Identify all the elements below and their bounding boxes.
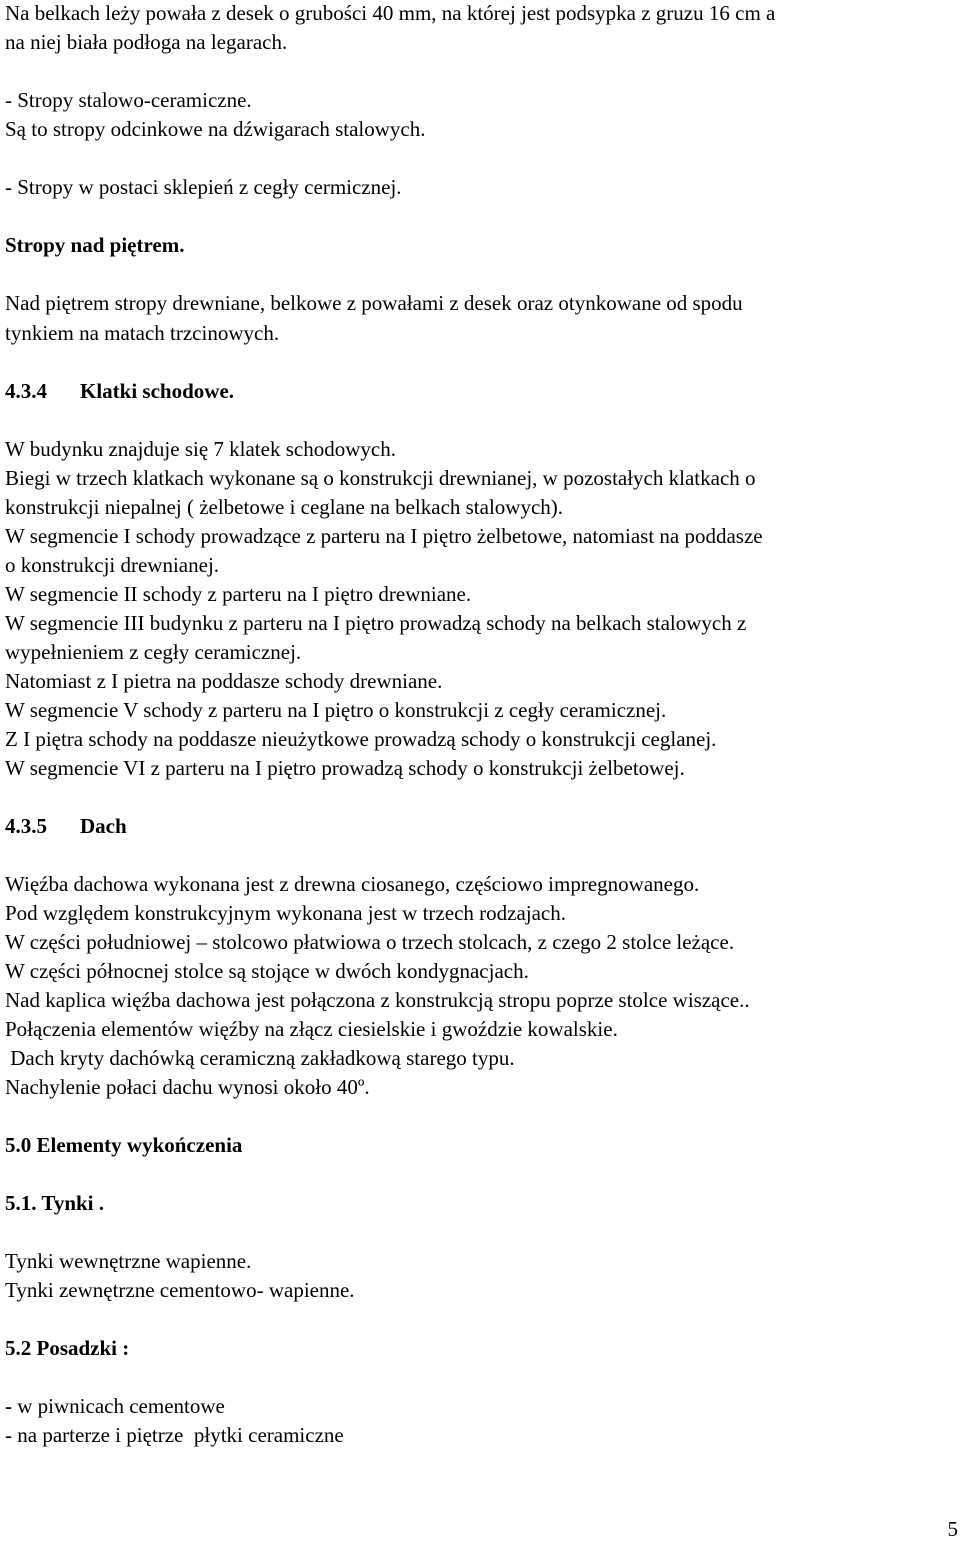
list-item (5, 1393, 225, 1419)
paragraph-line: wypełnieniem z cegły ceramicznej. (5, 640, 302, 664)
paragraph-line: W segmencie II schody z parteru na I piętro drewniane. (5, 582, 472, 606)
section-heading: 5.1. Tynki . (5, 1191, 105, 1215)
paragraph-line: W części północnej stolce są stojące w dwóch kondygnacjach. (5, 959, 529, 983)
paragraph-line: Nachylenie połaci dachu wynosi około 40º. (5, 1075, 370, 1099)
paragraph-line: konstrukcji niepalnej ( żelbetowe i ceglane na belkach stalowych). (5, 495, 564, 519)
paragraph-line: Natomiast z I pietra na poddasze schody drewniane. (5, 669, 443, 693)
paragraph-line: W segmencie V schody z parteru na I piętro o konstrukcji z cegły ceramicznej. (5, 698, 667, 722)
section-heading: 5.0 Elementy wykończenia (5, 1133, 243, 1157)
section-heading: Stropy nad piętrem. (5, 233, 185, 257)
paragraph-line: W segmencie VI z parteru na I piętro prowadzą schody o konstrukcji żelbetowej. (5, 756, 685, 780)
page-number: 5 (947, 1517, 958, 1541)
paragraph-line: Połączenia elementów więźby na złącz ciesielskie i gwoździe kowalskie. (5, 1017, 618, 1041)
paragraph-line: Biegi w trzech klatkach wykonane są o konstrukcji drewnianej, w pozostałych klatkach o (5, 466, 756, 490)
paragraph-line: Pod względem konstrukcyjnym wykonana jest w trzech rodzajach. (5, 901, 567, 925)
section-heading (5, 378, 234, 404)
list-item: - na parterze i piętrze płytki ceramiczne (5, 1423, 344, 1447)
paragraph-line: Więźba dachowa wykonana jest z drewna ciosanego, częściowo impregnowanego. (5, 872, 700, 896)
section-heading: 5.2 Posadzki : (5, 1336, 130, 1360)
paragraph-line: Nad kaplica więźba dachowa jest połączona z konstrukcją stropu poprze stolce wiszące.. (5, 988, 750, 1012)
paragraph-line: Na belkach leży powała z desek o grubości 40 mm, na której jest podsypka z gruzu 16 cm a (5, 1, 776, 25)
section-number: 4.3.4 (5, 379, 47, 403)
paragraph-line: Nad piętrem stropy drewniane, belkowe z powałami z desek oraz otynkowane od spodu (5, 291, 743, 315)
list-item: - Stropy w postaci sklepień z cegły cermicznej. (5, 175, 402, 199)
paragraph-line: Dach kryty dachówką ceramiczną zakładkową starego typu. (5, 1046, 515, 1070)
paragraph-line: W segmencie I schody prowadzące z parteru na I piętro żelbetowe, natomiast na poddasze (5, 524, 763, 548)
paragraph-line: Tynki wewnętrzne wapienne. (5, 1249, 252, 1273)
paragraph-line: W segmencie III budynku z parteru na I piętro prowadzą schody na belkach stalowych z (5, 611, 747, 635)
paragraph-line: o konstrukcji drewnianej. (5, 553, 220, 577)
paragraph-line: Tynki zewnętrzne cementowo- wapienne. (5, 1278, 355, 1302)
list-item-text: w piwnicach cementowe (12, 1394, 225, 1418)
paragraph-line: tynkiem na matach trzcinowych. (5, 321, 280, 345)
section-title: Dach (80, 814, 127, 838)
section-title: Klatki schodowe. (80, 379, 235, 403)
list-item: - Stropy stalowo-ceramiczne. (5, 88, 252, 112)
section-heading (5, 813, 127, 839)
paragraph-line: Są to stropy odcinkowe na dźwigarach stalowych. (5, 117, 426, 141)
paragraph-line: W budynku znajduje się 7 klatek schodowych. (5, 437, 396, 461)
paragraph-line: W części południowej – stolcowo płatwiowa o trzech stolcach, z czego 2 stolce leżące. (5, 930, 735, 954)
paragraph-line: Z I piętra schody na poddasze nieużytkowe prowadzą schody o konstrukcji ceglanej. (5, 727, 717, 751)
section-number: 4.3.5 (5, 814, 47, 838)
list-dash: - (5, 1394, 12, 1418)
paragraph-line: na niej biała podłoga na legarach. (5, 30, 288, 54)
